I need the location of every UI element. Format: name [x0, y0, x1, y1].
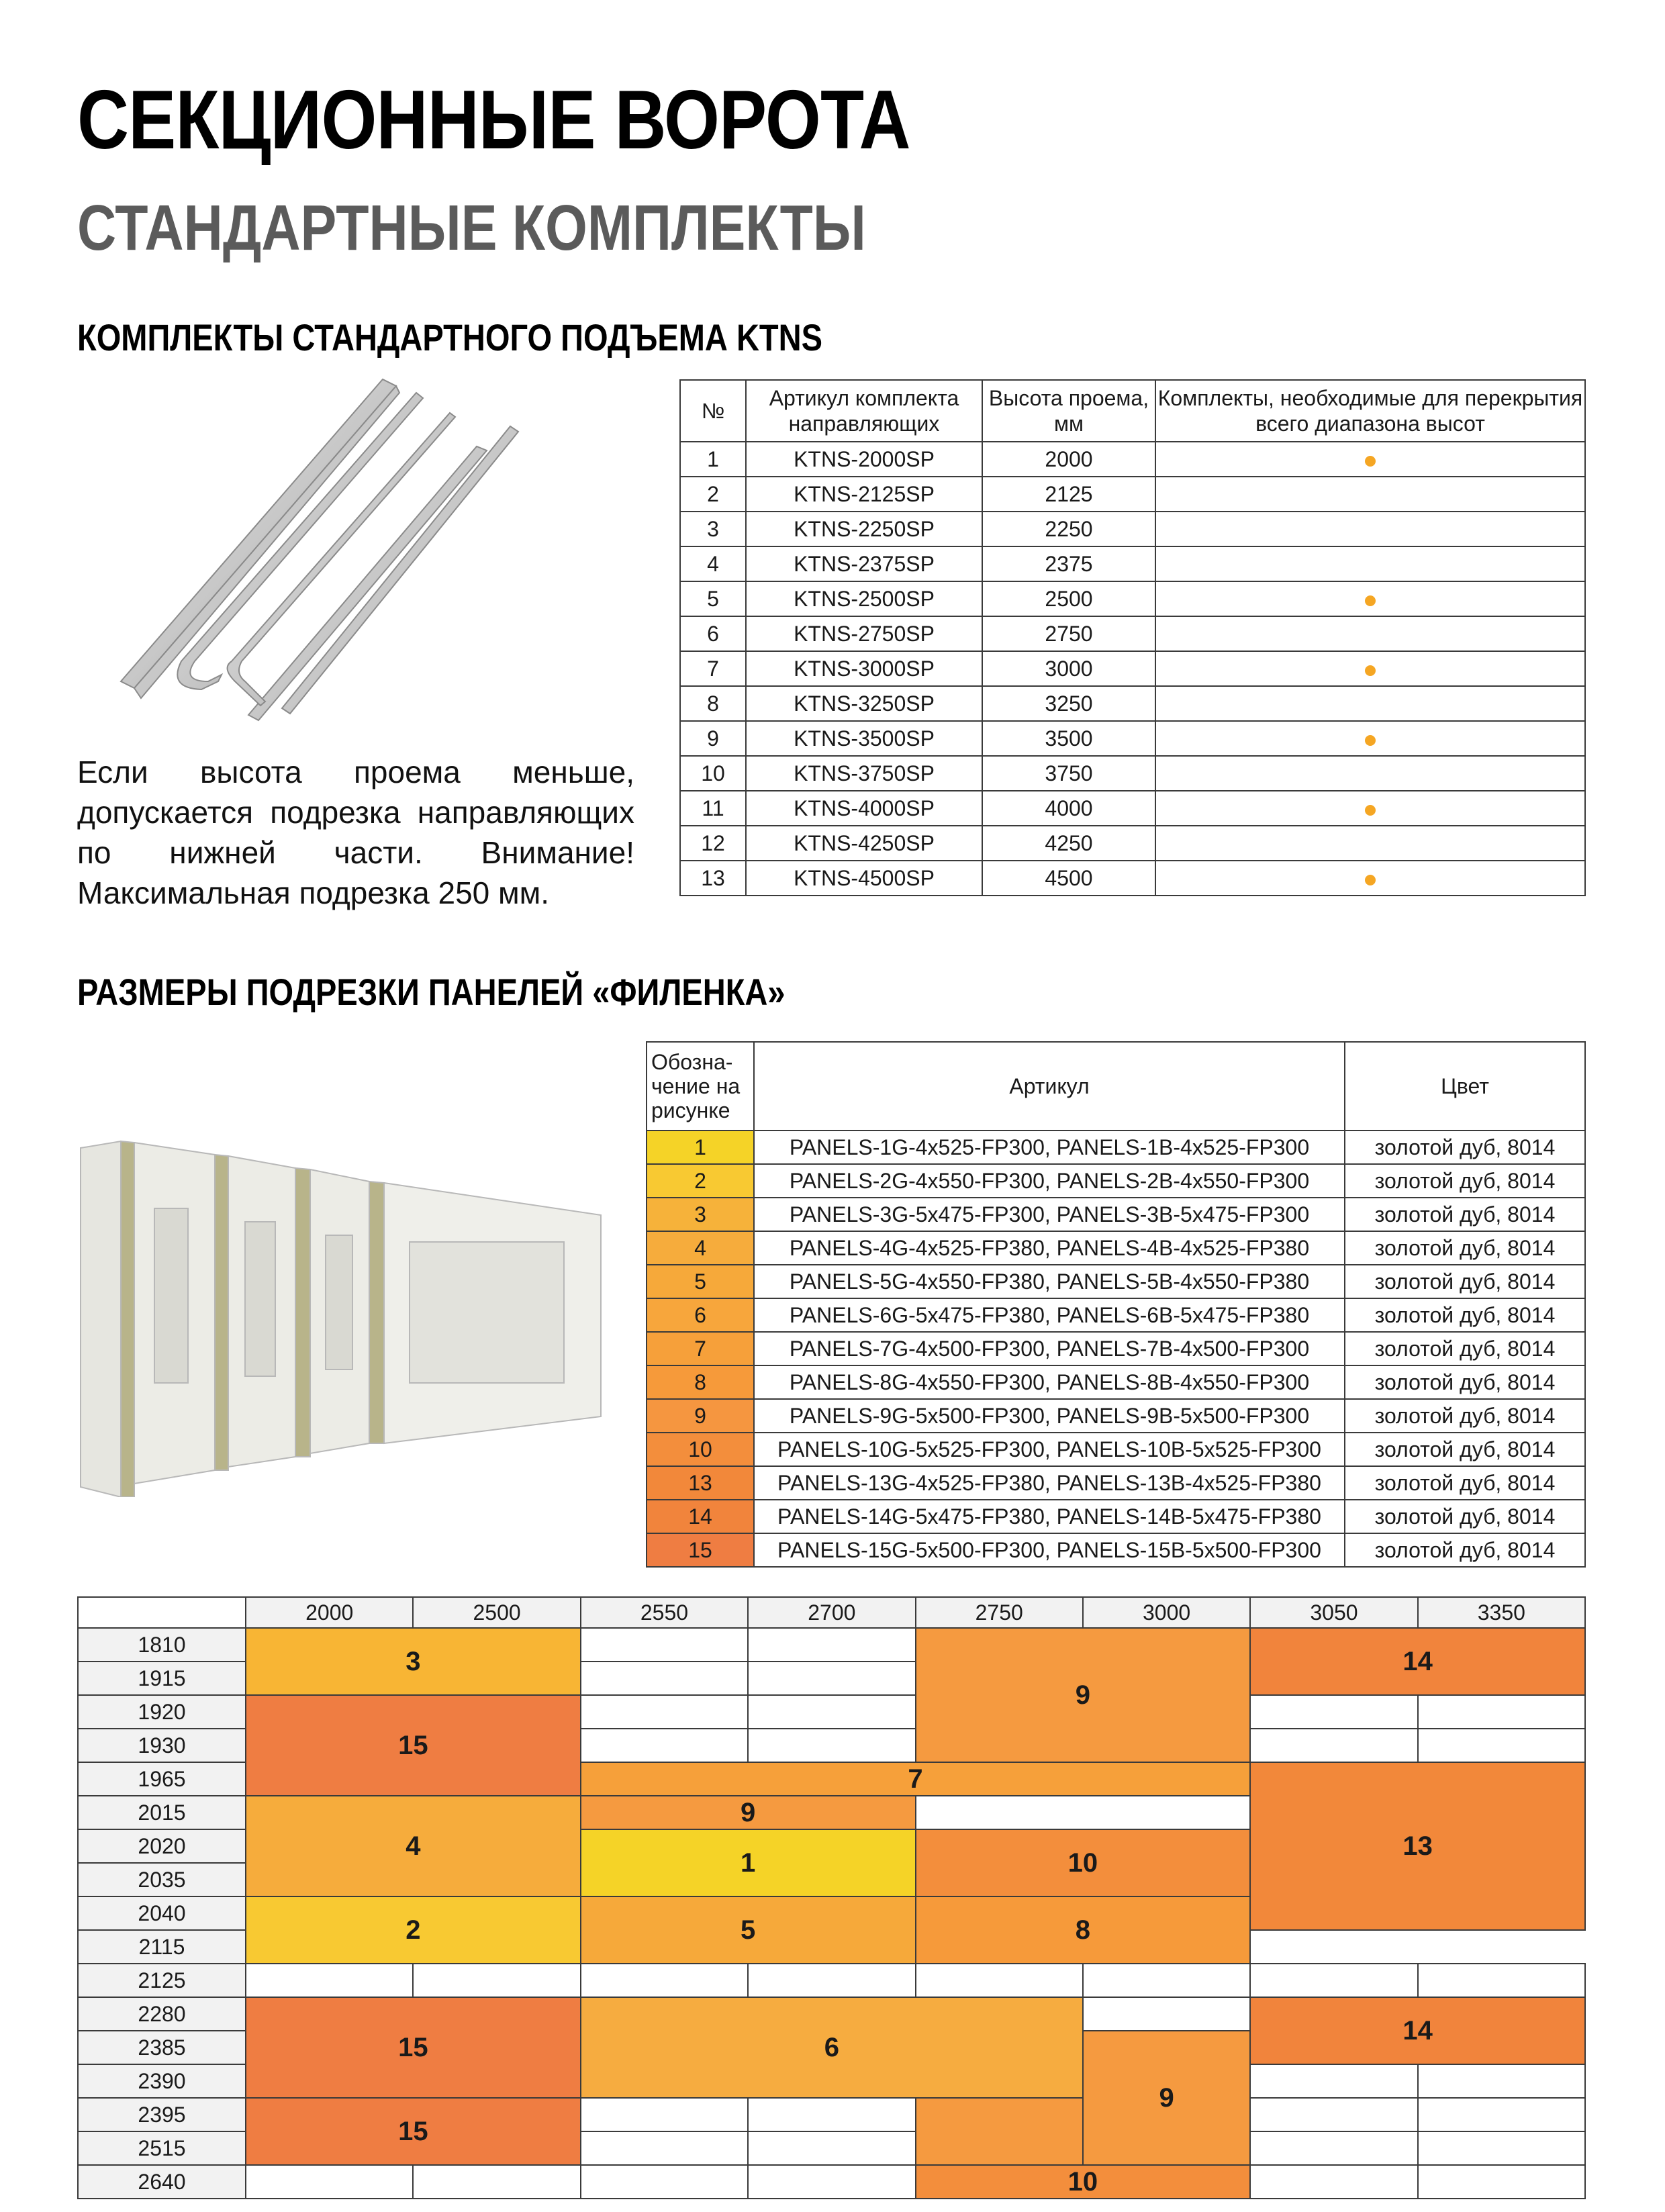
height-header: 2385: [78, 2031, 246, 2064]
table-row: [680, 861, 1585, 896]
height-header: 1810: [78, 1628, 246, 1662]
table-row: [680, 581, 1585, 616]
section-panels-title: РАЗМЕРЫ ПОДРЕЗКИ ПАНЕЛЕЙ «ФИЛЕНКА»: [77, 971, 786, 1013]
grid-cell-empty: [581, 1964, 748, 1997]
grid-cell-empty: [748, 2165, 915, 2199]
grid-cell-empty: [1250, 2131, 1417, 2165]
grid-cell-empty: [1418, 1729, 1585, 1762]
panels-illustration: [74, 1121, 604, 1497]
row-number: 4: [680, 546, 746, 581]
grid-cell-empty: [1418, 2064, 1585, 2098]
grid-cell-panel: 4: [246, 1796, 581, 1896]
table-row: [680, 756, 1585, 791]
row-color: золотой дуб, 8014: [1345, 1231, 1585, 1265]
row-required: [1155, 442, 1585, 477]
table-row: [680, 686, 1585, 721]
grid-cell-empty: [748, 1964, 915, 1997]
ktns-table: [679, 379, 1586, 896]
height-header: 2040: [78, 1896, 246, 1930]
row-color: золотой дуб, 8014: [1345, 1265, 1585, 1298]
table-row: [680, 477, 1585, 512]
grid-cell-panel: 1: [581, 1829, 916, 1896]
row-designation: 15: [647, 1533, 754, 1567]
grid-cell-empty: [916, 2098, 1083, 2165]
col-sku: Артикул комплекта направляющих: [746, 380, 982, 442]
grid-cell-panel: 8: [916, 1896, 1251, 1964]
row-required: [1155, 546, 1585, 581]
row-sku: KTNS-2375SP: [746, 546, 982, 581]
row-sku: KTNS-2500SP: [746, 581, 982, 616]
table-row: [647, 1433, 1585, 1466]
row-height: 2250: [982, 512, 1155, 546]
row-required: [1155, 651, 1585, 686]
grid-cell-empty: [916, 1964, 1083, 1997]
height-header: 2640: [78, 2165, 246, 2199]
row-designation: 5: [647, 1265, 754, 1298]
row-sku: KTNS-4500SP: [746, 861, 982, 896]
row-sku: KTNS-3000SP: [746, 651, 982, 686]
table-row: [647, 1533, 1585, 1567]
row-article: PANELS-7G-4x500-FP300, PANELS-7B-4x500-FP300: [754, 1332, 1345, 1365]
row-color: золотой дуб, 8014: [1345, 1365, 1585, 1399]
row-sku: KTNS-3250SP: [746, 686, 982, 721]
col-number: №: [680, 380, 746, 442]
row-height: 2125: [982, 477, 1155, 512]
row-article: PANELS-14G-5x475-FP380, PANELS-14B-5x475-FP380: [754, 1500, 1345, 1533]
col-designation: Обозна- чение на рисунке: [647, 1042, 754, 1131]
grid-cell-empty: [246, 2165, 413, 2199]
grid-row: [78, 1964, 1585, 1997]
height-header: 2035: [78, 1863, 246, 1896]
grid-cell-empty: [581, 2098, 748, 2131]
row-number: 7: [680, 651, 746, 686]
row-article: PANELS-3G-5x475-FP300, PANELS-3B-5x475-FP300: [754, 1198, 1345, 1231]
grid-cell-empty: [1418, 1964, 1585, 1997]
grid-cell-panel: 15: [246, 2098, 581, 2165]
required-dot-icon: [1365, 595, 1376, 606]
table-row: [680, 791, 1585, 826]
row-sku: KTNS-2125SP: [746, 477, 982, 512]
width-header: 2700: [748, 1597, 915, 1628]
col-article: Артикул: [754, 1042, 1345, 1131]
grid-cell-empty: [1418, 2098, 1585, 2131]
row-height: 3750: [982, 756, 1155, 791]
grid-cell-panel: 9: [916, 1628, 1251, 1762]
grid-cell-panel: 6: [581, 1997, 1083, 2098]
col-color: Цвет: [1345, 1042, 1585, 1131]
required-dot-icon: [1365, 875, 1376, 885]
table-row: [680, 651, 1585, 686]
grid-cell-empty: [1418, 2165, 1585, 2199]
grid-cell-empty: [748, 1695, 915, 1729]
row-sku: KTNS-3750SP: [746, 756, 982, 791]
row-required: [1155, 861, 1585, 896]
grid-cell-panel: 9: [1083, 2031, 1250, 2165]
row-designation: 9: [647, 1399, 754, 1433]
table-row: [680, 616, 1585, 651]
row-designation: 8: [647, 1365, 754, 1399]
grid-cell-panel: 14: [1250, 1997, 1585, 2064]
grid-cell-empty: [581, 1729, 748, 1762]
row-number: 1: [680, 442, 746, 477]
height-header: 2395: [78, 2098, 246, 2131]
table-row: [647, 1500, 1585, 1533]
required-dot-icon: [1365, 735, 1376, 746]
grid-cell-panel: 10: [916, 2165, 1251, 2199]
table-row: [647, 1466, 1585, 1500]
row-sku: KTNS-2250SP: [746, 512, 982, 546]
grid-cell-panel: 10: [916, 1829, 1251, 1896]
row-designation: 2: [647, 1164, 754, 1198]
row-article: PANELS-8G-4x550-FP300, PANELS-8B-4x550-FP300: [754, 1365, 1345, 1399]
row-number: 2: [680, 477, 746, 512]
table-row: [647, 1399, 1585, 1433]
row-sku: KTNS-2000SP: [746, 442, 982, 477]
row-color: золотой дуб, 8014: [1345, 1164, 1585, 1198]
grid-cell-panel: 5: [581, 1896, 916, 1964]
grid-cell-panel: 15: [246, 1695, 581, 1796]
grid-cell-empty: [1083, 1997, 1250, 2031]
grid-cell-empty: [581, 1662, 748, 1695]
grid-cell-empty: [748, 2098, 915, 2131]
cut-note: Если высота проема меньше, допускается подрезка направляющих по нижней части. Внимание! Максимальная подрезка 250 мм.: [77, 755, 634, 910]
height-header: 2015: [78, 1796, 246, 1829]
row-color: золотой дуб, 8014: [1345, 1131, 1585, 1164]
width-header: 3000: [1083, 1597, 1250, 1628]
row-height: 4000: [982, 791, 1155, 826]
row-article: PANELS-1G-4x525-FP300, PANELS-1B-4x525-FP300: [754, 1131, 1345, 1164]
row-height: 3250: [982, 686, 1155, 721]
grid-cell-empty: [748, 1628, 915, 1662]
row-height: 3500: [982, 721, 1155, 756]
grid-cell-empty: [581, 1695, 748, 1729]
row-required: [1155, 581, 1585, 616]
grid-row: [78, 1695, 1585, 1729]
row-number: 10: [680, 756, 746, 791]
row-number: 11: [680, 791, 746, 826]
height-header: 2280: [78, 1997, 246, 2031]
height-header: 2115: [78, 1930, 246, 1964]
grid-row: [78, 2165, 1585, 2199]
row-required: [1155, 721, 1585, 756]
height-header: 2390: [78, 2064, 246, 2098]
table-row: [647, 1164, 1585, 1198]
width-header: 3050: [1250, 1597, 1417, 1628]
panels-table: [646, 1041, 1586, 1568]
row-designation: 1: [647, 1131, 754, 1164]
row-article: PANELS-9G-5x500-FP300, PANELS-9B-5x500-FP300: [754, 1399, 1345, 1433]
row-height: 2500: [982, 581, 1155, 616]
row-number: 3: [680, 512, 746, 546]
row-required: [1155, 686, 1585, 721]
table-row: [680, 442, 1585, 477]
row-designation: 13: [647, 1466, 754, 1500]
grid-cell-empty: [413, 1964, 580, 1997]
grid-cell-empty: [581, 2165, 748, 2199]
section-ktns-title: КОМПЛЕКТЫ СТАНДАРТНОГО ПОДЪЕМА KTNS: [77, 316, 823, 358]
grid-cell-panel: 9: [581, 1796, 916, 1829]
row-article: PANELS-13G-4x525-FP380, PANELS-13B-4x525-FP380: [754, 1466, 1345, 1500]
width-header: 3350: [1418, 1597, 1585, 1628]
table-row: [647, 1131, 1585, 1164]
height-header: 1920: [78, 1695, 246, 1729]
page-subtitle: СТАНДАРТНЫЕ КОМПЛЕКТЫ: [77, 192, 866, 264]
table-row: [680, 512, 1585, 546]
row-designation: 3: [647, 1198, 754, 1231]
row-color: золотой дуб, 8014: [1345, 1533, 1585, 1567]
row-color: золотой дуб, 8014: [1345, 1500, 1585, 1533]
row-color: золотой дуб, 8014: [1345, 1399, 1585, 1433]
table-row: [647, 1231, 1585, 1265]
guide-rails-illustration: [101, 366, 611, 742]
grid-cell-empty: [581, 2131, 748, 2165]
row-required: [1155, 826, 1585, 861]
height-header: 1965: [78, 1762, 246, 1796]
width-header: 2750: [916, 1597, 1083, 1628]
grid-cell-empty: [1083, 1964, 1250, 1997]
row-number: 9: [680, 721, 746, 756]
row-article: PANELS-6G-5x475-FP380, PANELS-6B-5x475-FP380: [754, 1298, 1345, 1332]
grid-cell-panel: 3: [246, 1628, 581, 1695]
height-header: 2125: [78, 1964, 246, 1997]
page-title: СЕКЦИОННЫЕ ВОРОТА: [77, 74, 910, 166]
grid-cell-empty: [1250, 2064, 1417, 2098]
row-color: золотой дуб, 8014: [1345, 1198, 1585, 1231]
row-height: 2750: [982, 616, 1155, 651]
row-number: 12: [680, 826, 746, 861]
grid-cell-empty: [1250, 1729, 1417, 1762]
table-row: [647, 1265, 1585, 1298]
grid-cell-empty: [1250, 1964, 1417, 1997]
table-row: [680, 546, 1585, 581]
grid-cell-empty: [1250, 2098, 1417, 2131]
row-required: [1155, 616, 1585, 651]
table-row: [647, 1298, 1585, 1332]
grid-cell-empty: [1418, 2131, 1585, 2165]
grid-cell-empty: [748, 1662, 915, 1695]
table-row: [647, 1365, 1585, 1399]
required-dot-icon: [1365, 805, 1376, 816]
grid-cell-empty: [748, 1729, 915, 1762]
row-number: 13: [680, 861, 746, 896]
height-header: 2515: [78, 2131, 246, 2165]
col-required: Комплекты, необходимые для перекрытия всего диапазона высот: [1155, 380, 1585, 442]
table-row: [680, 826, 1585, 861]
table-row: [647, 1198, 1585, 1231]
row-height: 3000: [982, 651, 1155, 686]
grid-cell-empty: [413, 2165, 580, 2199]
row-number: 5: [680, 581, 746, 616]
grid-cell-empty: [1250, 1695, 1417, 1729]
cut-size-grid: [77, 1596, 1586, 2199]
grid-cell-panel: 7: [581, 1762, 1251, 1796]
row-designation: 14: [647, 1500, 754, 1533]
row-number: 6: [680, 616, 746, 651]
table-header-row: [680, 380, 1585, 442]
row-sku: KTNS-3500SP: [746, 721, 982, 756]
row-designation: 7: [647, 1332, 754, 1365]
grid-row: [78, 1997, 1585, 2031]
row-height: 4500: [982, 861, 1155, 896]
grid-cell-panel: 14: [1250, 1628, 1585, 1695]
row-article: PANELS-2G-4x550-FP300, PANELS-2B-4x550-FP300: [754, 1164, 1345, 1198]
row-color: золотой дуб, 8014: [1345, 1433, 1585, 1466]
row-height: 4250: [982, 826, 1155, 861]
row-required: [1155, 756, 1585, 791]
table-row: [680, 721, 1585, 756]
row-required: [1155, 791, 1585, 826]
row-sku: KTNS-2750SP: [746, 616, 982, 651]
required-dot-icon: [1365, 456, 1376, 467]
row-designation: 4: [647, 1231, 754, 1265]
row-article: PANELS-15G-5x500-FP300, PANELS-15B-5x500-FP300: [754, 1533, 1345, 1567]
row-sku: KTNS-4000SP: [746, 791, 982, 826]
grid-row: [78, 1628, 1585, 1662]
row-required: [1155, 512, 1585, 546]
grid-row: [78, 2098, 1585, 2131]
height-header: 1930: [78, 1729, 246, 1762]
row-article: PANELS-4G-4x525-FP380, PANELS-4B-4x525-FP380: [754, 1231, 1345, 1265]
row-number: 8: [680, 686, 746, 721]
row-article: PANELS-5G-4x550-FP380, PANELS-5B-4x550-FP380: [754, 1265, 1345, 1298]
width-header: 2000: [246, 1597, 413, 1628]
row-article: PANELS-10G-5x525-FP300, PANELS-10B-5x525-FP300: [754, 1433, 1345, 1466]
grid-cell-panel: 15: [246, 1997, 581, 2098]
grid-cell-empty: [581, 1628, 748, 1662]
height-header: 2020: [78, 1829, 246, 1863]
row-designation: 10: [647, 1433, 754, 1466]
grid-cell-empty: [1250, 2165, 1417, 2199]
grid-header-row: [78, 1597, 1585, 1628]
grid-cell-panel: 13: [1250, 1762, 1585, 1930]
row-color: золотой дуб, 8014: [1345, 1466, 1585, 1500]
col-height: Высота проема, мм: [982, 380, 1155, 442]
row-height: 2375: [982, 546, 1155, 581]
grid-corner: [78, 1597, 246, 1628]
width-header: 2550: [581, 1597, 748, 1628]
table-header-row: [647, 1042, 1585, 1131]
row-color: золотой дуб, 8014: [1345, 1298, 1585, 1332]
row-color: золотой дуб, 8014: [1345, 1332, 1585, 1365]
height-header: 1915: [78, 1662, 246, 1695]
row-sku: KTNS-4250SP: [746, 826, 982, 861]
required-dot-icon: [1365, 665, 1376, 676]
grid-cell-empty: [246, 1964, 413, 1997]
row-height: 2000: [982, 442, 1155, 477]
grid-cell-panel: 2: [246, 1896, 581, 1964]
row-designation: 6: [647, 1298, 754, 1332]
grid-cell-empty: [1418, 1695, 1585, 1729]
table-row: [647, 1332, 1585, 1365]
grid-cell-empty: [748, 2131, 915, 2165]
row-required: [1155, 477, 1585, 512]
width-header: 2500: [413, 1597, 580, 1628]
